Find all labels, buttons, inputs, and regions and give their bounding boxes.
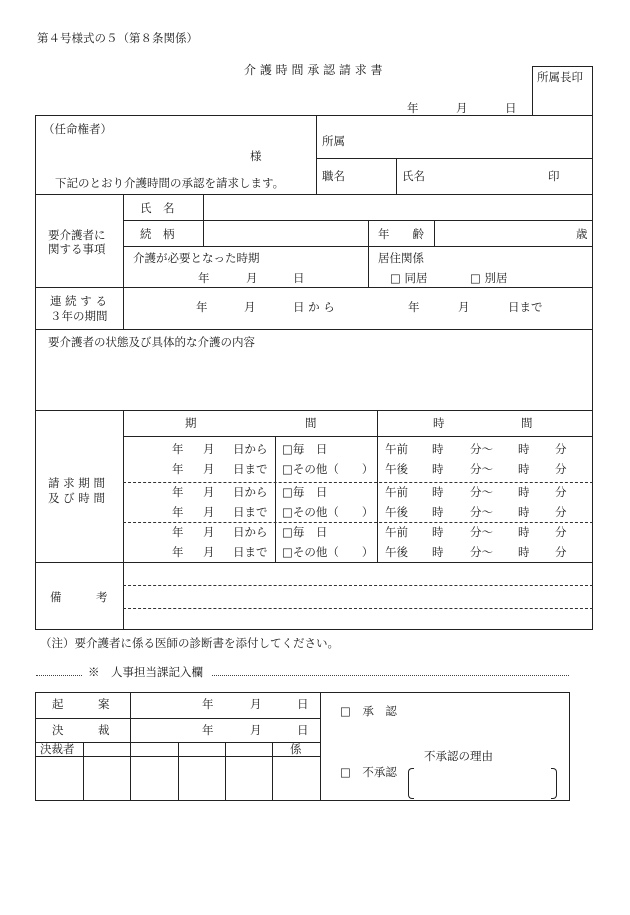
request-row-2-ampm: 午前 <box>385 485 408 499</box>
recipient-name-label: 氏 名 <box>140 201 175 215</box>
period3y-from-day: 日 か ら <box>293 300 335 314</box>
approve-checkbox[interactable]: □ 承 認 <box>340 704 397 718</box>
cohabit-checkbox[interactable]: □ 同居 <box>390 271 428 285</box>
reason-bracket-left <box>408 768 414 799</box>
name-label: 氏名 <box>402 169 425 183</box>
decision-day: 日 <box>297 723 309 737</box>
care-needed-day: 日 <box>293 271 305 285</box>
request-row-5-h1: 時 <box>432 545 444 559</box>
kakari-label: 係 <box>290 742 302 756</box>
request-row-5-ampm: 午後 <box>385 545 408 559</box>
care-needed-year: 年 <box>198 271 210 285</box>
request-row-3-ampm: 午後 <box>385 505 408 519</box>
request-row-4-m1: 分～ <box>470 525 493 539</box>
request-row-4-check[interactable]: □毎 日 <box>282 525 328 539</box>
reason-label: 不承認の理由 <box>424 749 493 763</box>
draft-month: 月 <box>250 697 262 711</box>
request-row-1-day: 日まで <box>233 462 268 476</box>
draft-day: 日 <box>297 697 309 711</box>
decision-year: 年 <box>202 723 214 737</box>
period3y-from-month: 月 <box>244 300 256 314</box>
request-row-3-check[interactable]: □その他（ ） <box>282 505 374 519</box>
recipient-section-label-1: 要介護者に <box>48 228 106 242</box>
request-row-0-h2: 時 <box>518 442 530 456</box>
request-row-2-year: 年 <box>172 485 184 499</box>
period3y-from-year: 年 <box>196 300 208 314</box>
request-row-0-day: 日から <box>233 442 268 456</box>
residence-label: 居住関係 <box>378 251 424 265</box>
request-row-4-h1: 時 <box>432 525 444 539</box>
request-row-5-month: 月 <box>203 545 215 559</box>
request-row-4-day: 日から <box>233 525 268 539</box>
request-row-1-m2: 分 <box>555 462 567 476</box>
request-row-3-day: 日まで <box>233 505 268 519</box>
request-row-0-ampm: 午前 <box>385 442 408 456</box>
request-section-label-2: 及 び 時 間 <box>48 491 105 505</box>
request-row-1-month: 月 <box>203 462 215 476</box>
request-row-4-month: 月 <box>203 525 215 539</box>
disapprove-checkbox[interactable]: □ 不承認 <box>340 765 397 779</box>
period-header-1: 期 <box>185 416 197 430</box>
request-row-1-h1: 時 <box>432 462 444 476</box>
seal-mark: 印 <box>548 169 560 183</box>
request-row-0-check[interactable]: □毎 日 <box>282 442 328 456</box>
request-row-4-m2: 分 <box>555 525 567 539</box>
request-row-0-h1: 時 <box>432 442 444 456</box>
request-row-5-m1: 分～ <box>470 545 493 559</box>
request-row-3-m1: 分～ <box>470 505 493 519</box>
period3y-to-year: 年 <box>408 300 420 314</box>
stamp-label: 所属長印 <box>537 70 583 84</box>
request-row-2-m1: 分～ <box>470 485 493 499</box>
request-row-0-year: 年 <box>172 442 184 456</box>
request-row-3-year: 年 <box>172 505 184 519</box>
request-row-2-day: 日から <box>233 485 268 499</box>
relation-label: 続 柄 <box>140 227 175 241</box>
request-text: 下記のとおり介護時間の承認を請求します。 <box>55 176 285 190</box>
age-label: 年 齢 <box>378 227 424 241</box>
recipient-section-label-2: 関する事項 <box>48 242 106 256</box>
period3y-to-month: 月 <box>458 300 470 314</box>
request-row-3-h2: 時 <box>518 505 530 519</box>
request-row-0-m1: 分～ <box>470 442 493 456</box>
period-header-2: 間 <box>305 416 317 430</box>
request-row-5-check[interactable]: □その他（ ） <box>282 545 374 559</box>
request-row-2-m2: 分 <box>555 485 567 499</box>
approver-label: 決裁者 <box>40 742 75 756</box>
date-year: 年 <box>407 101 419 115</box>
separate-checkbox[interactable]: □ 別居 <box>470 271 508 285</box>
request-row-1-m1: 分～ <box>470 462 493 476</box>
period3y-label-1: 連 続 す る <box>50 294 107 308</box>
form-number: 第４号様式の５（第８条関係） <box>37 31 198 45</box>
date-day: 日 <box>505 101 517 115</box>
request-row-2-h1: 時 <box>432 485 444 499</box>
request-section-label-1: 請 求 期 間 <box>48 476 105 490</box>
request-row-0-month: 月 <box>203 442 215 456</box>
form-title: 介 護 時 間 承 認 請 求 書 <box>244 63 383 77</box>
age-unit: 歳 <box>576 227 588 241</box>
care-needed-label: 介護が必要となった時期 <box>133 251 260 265</box>
request-row-5-year: 年 <box>172 545 184 559</box>
position-label: 職名 <box>322 169 345 183</box>
time-header-2: 間 <box>521 416 533 430</box>
time-header-1: 時 <box>433 416 445 430</box>
request-row-4-year: 年 <box>172 525 184 539</box>
date-month: 月 <box>456 101 468 115</box>
sama-label: 様 <box>250 149 262 163</box>
request-row-3-h1: 時 <box>432 505 444 519</box>
affiliation-label: 所属 <box>322 134 345 148</box>
request-row-2-check[interactable]: □毎 日 <box>282 485 328 499</box>
remarks-label: 備 考 <box>50 590 108 604</box>
request-row-5-m2: 分 <box>555 545 567 559</box>
request-row-2-h2: 時 <box>518 485 530 499</box>
draft-year: 年 <box>202 697 214 711</box>
request-row-1-h2: 時 <box>518 462 530 476</box>
request-row-0-m2: 分 <box>555 442 567 456</box>
care-needed-month: 月 <box>246 271 258 285</box>
attachment-note: （注）要介護者に係る医師の診断書を添付してください。 <box>40 636 339 650</box>
request-row-3-m2: 分 <box>555 505 567 519</box>
request-row-5-day: 日まで <box>233 545 268 559</box>
decision-label: 決 裁 <box>52 723 110 737</box>
request-row-2-month: 月 <box>203 485 215 499</box>
request-row-1-check[interactable]: □その他（ ） <box>282 462 374 476</box>
request-row-1-ampm: 午後 <box>385 462 408 476</box>
request-row-4-ampm: 午前 <box>385 525 408 539</box>
request-row-3-month: 月 <box>203 505 215 519</box>
condition-label: 要介護者の状態及び具体的な介護の内容 <box>48 335 255 349</box>
request-row-5-h2: 時 <box>518 545 530 559</box>
reason-bracket-right <box>551 768 557 799</box>
draft-label: 起 案 <box>52 697 110 711</box>
request-row-4-h2: 時 <box>518 525 530 539</box>
period3y-label-2: ３年の期間 <box>50 309 108 323</box>
hr-section-label: ※ 人事担当課記入欄 <box>88 665 203 679</box>
appointer-label: （任命権者） <box>43 122 112 136</box>
period3y-to-day: 日まで <box>508 300 543 314</box>
decision-month: 月 <box>250 723 262 737</box>
request-row-1-year: 年 <box>172 462 184 476</box>
